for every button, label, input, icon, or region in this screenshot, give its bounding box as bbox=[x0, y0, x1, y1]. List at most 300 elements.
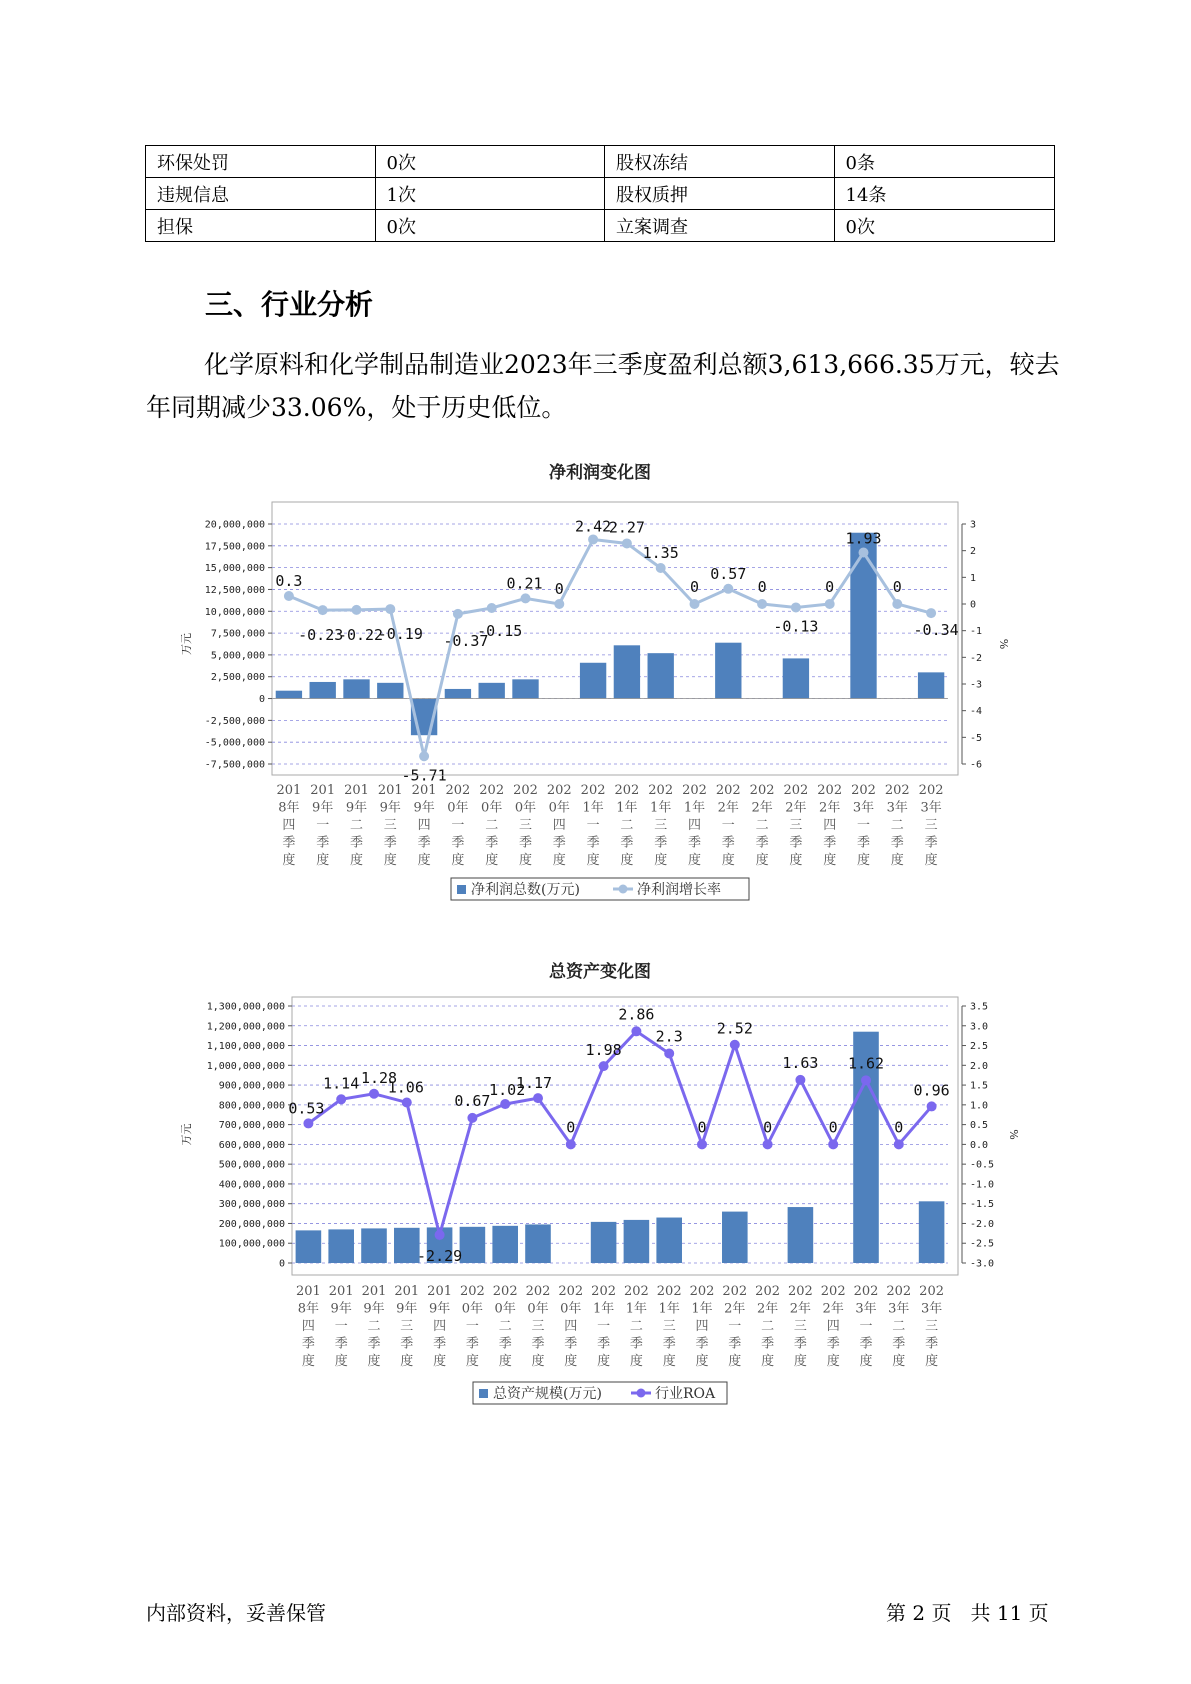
y2-tick-label: 3 bbox=[970, 519, 977, 531]
data-label: 0 bbox=[757, 578, 767, 596]
y2-tick-label: -6 bbox=[970, 759, 983, 771]
x-tick-label: 度 bbox=[662, 1354, 676, 1369]
data-label: 0 bbox=[697, 1118, 707, 1137]
x-tick-label: 三 bbox=[654, 818, 668, 833]
x-tick-label: 季 bbox=[282, 835, 296, 851]
legend-swatch-point bbox=[637, 1389, 646, 1398]
data-label: 1.62 bbox=[847, 1054, 885, 1073]
x-tick-label: 二 bbox=[629, 1319, 643, 1334]
x-tick-label: 季 bbox=[662, 1336, 676, 1352]
x-tick-label: 季 bbox=[823, 835, 837, 851]
y2-tick-label: 0.0 bbox=[970, 1139, 989, 1151]
x-tick-label: 度 bbox=[586, 853, 600, 868]
data-label: -0.34 bbox=[913, 621, 959, 640]
x-tick-label: 度 bbox=[890, 853, 904, 868]
y2-tick-label: 2.5 bbox=[970, 1041, 989, 1053]
bar bbox=[918, 672, 944, 698]
y2-tick-label: 1 bbox=[970, 572, 977, 584]
x-tick-label: 四 bbox=[433, 1319, 447, 1334]
data-label: 0.53 bbox=[288, 1099, 325, 1118]
line-point bbox=[352, 605, 362, 615]
x-tick-label: 度 bbox=[789, 853, 803, 868]
y-tick-label: 900,000,000 bbox=[218, 1080, 285, 1092]
x-tick-label: 201 bbox=[344, 783, 369, 798]
x-tick-label: 季 bbox=[564, 1336, 578, 1352]
y-tick-label: 200,000,000 bbox=[218, 1218, 285, 1230]
x-tick-label: 季 bbox=[316, 835, 330, 851]
y2-tick-label: -3 bbox=[970, 679, 983, 691]
x-tick-label: 201 bbox=[377, 783, 403, 798]
y-tick-label: -2,500,000 bbox=[204, 715, 265, 727]
x-tick-label: 202 bbox=[623, 1284, 649, 1299]
y-tick-label: -7,500,000 bbox=[204, 759, 265, 771]
data-label: 1.17 bbox=[515, 1074, 553, 1093]
data-label: 2.52 bbox=[716, 1019, 753, 1038]
x-tick-label: 202 bbox=[648, 783, 674, 798]
table-cell: 1次 bbox=[375, 178, 605, 210]
data-label: -2.29 bbox=[417, 1246, 463, 1265]
x-tick-label: 0年 bbox=[494, 1301, 516, 1317]
x-tick-label: 季 bbox=[451, 835, 465, 851]
bar bbox=[394, 1228, 420, 1263]
x-tick-label: 季 bbox=[400, 1336, 414, 1352]
line-point bbox=[723, 584, 733, 594]
series-line bbox=[289, 539, 931, 756]
x-tick-label: 季 bbox=[892, 1336, 906, 1352]
x-tick-label: 季 bbox=[826, 1336, 840, 1352]
line-point bbox=[533, 1093, 543, 1103]
y-tick-label: -5,000,000 bbox=[204, 737, 265, 749]
x-tick-label: 度 bbox=[755, 853, 769, 868]
x-tick-label: 季 bbox=[498, 1336, 512, 1352]
y2-tick-label: -0.5 bbox=[970, 1159, 995, 1171]
y-axis-label: 万元 bbox=[180, 1123, 193, 1146]
bar bbox=[296, 1230, 322, 1263]
data-label: 0 bbox=[566, 1118, 576, 1137]
y2-tick-label: 1.0 bbox=[970, 1100, 989, 1112]
x-tick-label: 201 bbox=[310, 783, 336, 798]
line-point bbox=[554, 599, 564, 609]
x-tick-label: 四 bbox=[301, 1319, 315, 1334]
x-tick-label: 3年 bbox=[852, 800, 875, 816]
line-point bbox=[303, 1118, 313, 1128]
x-tick-label: 季 bbox=[349, 835, 364, 851]
legend bbox=[451, 878, 749, 900]
x-tick-label: 度 bbox=[282, 853, 296, 868]
table-row bbox=[146, 146, 1055, 178]
x-tick-label: 3年 bbox=[888, 1301, 910, 1317]
y-tick-label: 700,000,000 bbox=[218, 1120, 285, 1132]
x-tick-label: 度 bbox=[433, 1354, 447, 1369]
data-label: -0.23 bbox=[298, 626, 344, 645]
data-label: -5.71 bbox=[401, 766, 447, 785]
x-tick-label: 202 bbox=[820, 1284, 846, 1299]
x-tick-label: 202 bbox=[886, 1284, 912, 1299]
line-point bbox=[828, 1139, 838, 1149]
x-tick-label: 9年 bbox=[396, 1301, 418, 1317]
x-tick-label: 三 bbox=[400, 1319, 414, 1334]
x-tick-label: 202 bbox=[851, 783, 876, 798]
x-tick-label: 季 bbox=[728, 1336, 742, 1352]
x-tick-label: 202 bbox=[787, 1284, 813, 1299]
x-tick-label: 202 bbox=[614, 783, 640, 798]
legend-label: 净利润增长率 bbox=[637, 882, 721, 898]
x-tick-label: 度 bbox=[826, 1354, 840, 1369]
x-tick-label: 1年 bbox=[691, 1301, 713, 1317]
y-tick-label: 17,500,000 bbox=[204, 541, 265, 553]
x-tick-label: 度 bbox=[485, 853, 499, 868]
data-label: 2.27 bbox=[608, 518, 645, 537]
data-label: -0.13 bbox=[773, 617, 819, 636]
line-point bbox=[825, 599, 835, 609]
legend-swatch-bar bbox=[457, 885, 466, 894]
x-tick-label: 1年 bbox=[650, 800, 672, 816]
y-tick-label: 2,500,000 bbox=[210, 672, 265, 684]
x-tick-label: 一 bbox=[728, 1319, 742, 1334]
x-tick-label: 度 bbox=[654, 853, 668, 868]
data-label: 0 bbox=[825, 578, 835, 596]
bar bbox=[656, 1218, 682, 1263]
y2-tick-label: -3.0 bbox=[970, 1258, 995, 1270]
x-tick-label: 度 bbox=[552, 853, 566, 868]
x-tick-label: 季 bbox=[531, 1336, 545, 1352]
x-tick-label: 二 bbox=[485, 818, 499, 833]
line-point bbox=[861, 1075, 871, 1085]
table-cell: 股权冻结 bbox=[605, 146, 835, 178]
bar bbox=[850, 533, 876, 699]
series-line bbox=[308, 1031, 931, 1235]
x-tick-label: 度 bbox=[349, 853, 364, 868]
y-tick-label: 20,000,000 bbox=[204, 519, 265, 531]
data-label: 1.35 bbox=[642, 544, 679, 562]
line-point bbox=[588, 534, 598, 544]
data-label: 2.3 bbox=[655, 1027, 683, 1046]
line-point bbox=[467, 1113, 477, 1123]
footer-note: 内部资料，妥善保管 bbox=[146, 1601, 326, 1625]
x-tick-label: 三 bbox=[383, 818, 397, 833]
y2-tick-label: 2.0 bbox=[970, 1060, 989, 1072]
x-tick-label: 1年 bbox=[616, 800, 638, 816]
x-tick-label: 0年 bbox=[560, 1301, 582, 1317]
x-tick-label: 季 bbox=[789, 835, 803, 851]
x-tick-label: 季 bbox=[485, 835, 499, 851]
line-point bbox=[926, 608, 936, 618]
x-tick-label: 202 bbox=[715, 783, 741, 798]
x-tick-label: 202 bbox=[479, 783, 505, 798]
x-tick-label: 201 bbox=[427, 1284, 453, 1299]
x-tick-label: 8年 bbox=[297, 1301, 320, 1317]
x-tick-label: 3年 bbox=[886, 800, 908, 816]
table-row bbox=[146, 178, 1055, 210]
y-tick-label: 12,500,000 bbox=[204, 584, 265, 596]
x-tick-label: 季 bbox=[761, 1336, 775, 1352]
x-tick-label: 度 bbox=[892, 1354, 906, 1369]
x-tick-label: 3年 bbox=[855, 1301, 877, 1317]
x-tick-label: 季 bbox=[552, 835, 566, 851]
y2-tick-label: 3.5 bbox=[970, 1001, 989, 1013]
bar bbox=[310, 682, 336, 699]
line-point bbox=[487, 603, 497, 613]
bar bbox=[722, 1212, 748, 1263]
y2-tick-label: -1.5 bbox=[970, 1199, 995, 1211]
x-tick-label: 度 bbox=[924, 853, 938, 868]
x-tick-label: 202 bbox=[783, 783, 809, 798]
x-tick-label: 一 bbox=[597, 1319, 611, 1334]
x-tick-label: 季 bbox=[620, 835, 634, 851]
x-tick-label: 202 bbox=[656, 1284, 682, 1299]
x-tick-label: 9年 bbox=[413, 800, 435, 816]
x-tick-label: 一 bbox=[586, 818, 600, 833]
line-point bbox=[435, 1230, 445, 1240]
x-tick-label: 2年 bbox=[819, 800, 841, 816]
y2-tick-label: 2 bbox=[970, 546, 977, 558]
line-point bbox=[791, 602, 801, 612]
legend-swatch-bar bbox=[479, 1389, 488, 1398]
y2-tick-label: -5 bbox=[970, 732, 983, 744]
x-tick-label: 二 bbox=[755, 818, 769, 833]
x-tick-label: 度 bbox=[316, 853, 330, 868]
x-tick-label: 202 bbox=[513, 783, 538, 798]
line-point bbox=[453, 609, 463, 619]
x-tick-label: 9年 bbox=[363, 1301, 385, 1317]
x-tick-label: 202 bbox=[492, 1284, 518, 1299]
y-tick-label: 600,000,000 bbox=[218, 1139, 285, 1151]
data-label: 1.98 bbox=[585, 1041, 622, 1060]
line-point bbox=[795, 1075, 805, 1085]
x-axis bbox=[292, 1275, 958, 1276]
bar bbox=[788, 1207, 814, 1263]
x-tick-label: 季 bbox=[433, 1336, 447, 1352]
line-point bbox=[369, 1089, 379, 1099]
data-label: -0.15 bbox=[477, 622, 523, 640]
y-tick-label: 15,000,000 bbox=[204, 563, 265, 575]
y-tick-label: 1,100,000,000 bbox=[206, 1041, 285, 1053]
bar bbox=[591, 1222, 617, 1263]
data-label: 1.28 bbox=[360, 1068, 398, 1087]
x-tick-label: 季 bbox=[925, 1336, 939, 1352]
x-tick-label: 季 bbox=[654, 835, 668, 851]
total-assets-chart-svg bbox=[0, 955, 1191, 1415]
table-cell: 环保处罚 bbox=[146, 146, 376, 178]
x-tick-label: 度 bbox=[620, 853, 634, 868]
x-tick-label: 一 bbox=[334, 1319, 348, 1334]
x-tick-label: 二 bbox=[620, 818, 634, 833]
x-tick-label: 9年 bbox=[428, 1301, 451, 1317]
x-tick-label: 2年 bbox=[785, 800, 807, 816]
x-tick-label: 二 bbox=[892, 1319, 906, 1334]
data-label: 0 bbox=[892, 578, 902, 596]
x-tick-label: 季 bbox=[695, 1336, 709, 1352]
x-tick-label: 202 bbox=[817, 783, 843, 798]
data-label: 0 bbox=[763, 1118, 773, 1137]
line-point bbox=[318, 605, 328, 615]
x-tick-label: 度 bbox=[465, 1354, 479, 1369]
y2-tick-label: -4 bbox=[970, 706, 983, 718]
x-tick-label: 度 bbox=[417, 853, 431, 868]
x-tick-label: 度 bbox=[629, 1354, 643, 1369]
bar bbox=[377, 683, 403, 699]
line-point bbox=[697, 1139, 707, 1149]
bar bbox=[715, 643, 741, 699]
page-number: 第 2 页 共 11 页 bbox=[886, 1601, 1049, 1625]
x-tick-label: 三 bbox=[662, 1319, 676, 1334]
legend bbox=[473, 1382, 727, 1404]
bar bbox=[479, 683, 505, 699]
bar bbox=[624, 1220, 650, 1263]
y2-tick-label: 0.5 bbox=[970, 1120, 989, 1132]
table-cell: 14条 bbox=[834, 178, 1054, 210]
table-cell: 0次 bbox=[375, 146, 605, 178]
line-point bbox=[859, 548, 869, 558]
x-tick-label: 202 bbox=[558, 1284, 584, 1299]
y2-axis-label: % bbox=[1007, 1129, 1020, 1140]
x-tick-label: 季 bbox=[629, 1336, 643, 1352]
x-tick-label: 201 bbox=[328, 1284, 354, 1299]
y-tick-label: 1,000,000,000 bbox=[206, 1060, 285, 1072]
x-tick-label: 9年 bbox=[379, 800, 401, 816]
y-tick-label: 400,000,000 bbox=[218, 1179, 285, 1191]
x-tick-label: 202 bbox=[689, 1284, 715, 1299]
x-tick-label: 度 bbox=[687, 853, 702, 868]
x-tick-label: 一 bbox=[465, 1319, 479, 1334]
x-tick-label: 一 bbox=[856, 818, 871, 833]
x-tick-label: 2年 bbox=[822, 1301, 844, 1317]
x-tick-label: 201 bbox=[295, 1284, 321, 1299]
bar bbox=[343, 679, 369, 698]
x-tick-label: 二 bbox=[498, 1319, 512, 1334]
x-tick-label: 1年 bbox=[582, 800, 604, 816]
data-label: 0 bbox=[894, 1118, 904, 1137]
y2-tick-label: -1 bbox=[970, 626, 983, 638]
x-tick-label: 度 bbox=[793, 1354, 807, 1369]
line-point bbox=[631, 1026, 641, 1036]
line-point bbox=[599, 1061, 609, 1071]
x-tick-label: 1年 bbox=[658, 1301, 680, 1317]
y-tick-label: 0 bbox=[258, 694, 265, 706]
x-tick-label: 度 bbox=[383, 853, 397, 868]
data-label: 0.67 bbox=[454, 1091, 491, 1110]
x-tick-label: 四 bbox=[826, 1319, 840, 1334]
table-cell: 违规信息 bbox=[146, 178, 376, 210]
line-point bbox=[566, 1139, 576, 1149]
data-label: 0.57 bbox=[710, 564, 747, 583]
x-tick-label: 度 bbox=[597, 1354, 611, 1369]
y-tick-label: 0 bbox=[278, 1258, 285, 1270]
data-label: 0 bbox=[828, 1118, 838, 1137]
data-label: 2.42 bbox=[575, 517, 612, 536]
x-tick-label: 一 bbox=[859, 1319, 873, 1334]
y2-tick-label: -1.0 bbox=[970, 1179, 995, 1191]
x-tick-label: 0年 bbox=[447, 800, 469, 816]
table-cell: 立案调查 bbox=[605, 210, 835, 242]
industry-paragraph: 化学原料和化学制品制造业2023年三季度盈利总额3,613,666.35万元，较去年同期减少33.06%，处于历史低位。 bbox=[146, 350, 1060, 422]
line-point bbox=[763, 1139, 773, 1149]
x-tick-label: 度 bbox=[823, 853, 837, 868]
y2-tick-label: 3.0 bbox=[970, 1021, 989, 1033]
bar bbox=[276, 691, 302, 699]
table-cell: 0条 bbox=[834, 146, 1054, 178]
x-tick-label: 度 bbox=[859, 1354, 873, 1369]
x-tick-label: 度 bbox=[334, 1354, 348, 1369]
x-tick-label: 201 bbox=[361, 1284, 387, 1299]
x-tick-label: 四 bbox=[687, 818, 702, 833]
x-tick-label: 季 bbox=[334, 1336, 348, 1352]
x-tick-label: 202 bbox=[580, 783, 606, 798]
x-tick-label: 202 bbox=[591, 1284, 617, 1299]
line-point bbox=[927, 1101, 937, 1111]
line-point bbox=[622, 538, 632, 548]
x-tick-label: 二 bbox=[367, 1319, 381, 1334]
x-tick-label: 0年 bbox=[514, 800, 537, 816]
line-point bbox=[656, 563, 666, 573]
x-tick-label: 度 bbox=[728, 1354, 742, 1369]
line-point bbox=[500, 1099, 510, 1109]
legend-label: 总资产规模(万元) bbox=[493, 1386, 602, 1402]
line-point bbox=[521, 593, 531, 603]
x-tick-label: 2年 bbox=[756, 1301, 779, 1317]
y-tick-label: 500,000,000 bbox=[218, 1159, 285, 1171]
chart-title: 净利润变化图 bbox=[549, 463, 651, 483]
x-tick-label: 度 bbox=[695, 1354, 709, 1369]
x-tick-label: 三 bbox=[518, 818, 533, 833]
y-tick-label: 7,500,000 bbox=[210, 628, 265, 640]
data-label: 1.14 bbox=[323, 1074, 360, 1093]
line-point bbox=[284, 591, 294, 601]
y-tick-label: 1,300,000,000 bbox=[206, 1001, 285, 1013]
table-cell: 0次 bbox=[834, 210, 1054, 242]
x-tick-label: 201 bbox=[411, 783, 437, 798]
bar bbox=[614, 645, 640, 698]
data-label: -0.37 bbox=[443, 631, 489, 650]
x-tick-label: 四 bbox=[417, 818, 431, 833]
x-tick-label: 季 bbox=[367, 1336, 381, 1352]
x-tick-label: 度 bbox=[925, 1354, 939, 1369]
x-tick-label: 四 bbox=[823, 818, 837, 833]
bar bbox=[328, 1229, 354, 1263]
x-tick-label: 2年 bbox=[789, 1301, 812, 1317]
data-label: 0.21 bbox=[506, 574, 543, 593]
x-tick-label: 2年 bbox=[751, 800, 773, 816]
bar bbox=[525, 1224, 551, 1263]
x-tick-label: 度 bbox=[856, 853, 871, 868]
x-tick-label: 一 bbox=[316, 818, 330, 833]
x-tick-label: 202 bbox=[918, 783, 944, 798]
x-tick-label: 度 bbox=[367, 1354, 381, 1369]
line-point bbox=[664, 1048, 674, 1058]
y2-axis-label: % bbox=[997, 638, 1010, 650]
legend-label: 行业ROA bbox=[655, 1386, 716, 1402]
x-tick-label: 四 bbox=[552, 818, 566, 833]
x-tick-label: 季 bbox=[586, 835, 600, 851]
data-label: -0.19 bbox=[377, 625, 423, 644]
x-tick-label: 3年 bbox=[920, 800, 942, 816]
x-tick-label: 202 bbox=[459, 1284, 485, 1299]
y-tick-label: 100,000,000 bbox=[218, 1238, 285, 1250]
y2-tick-label: -2.5 bbox=[970, 1238, 995, 1250]
table-cell: 担保 bbox=[146, 210, 376, 242]
x-tick-label: 季 bbox=[301, 1336, 315, 1352]
line-point bbox=[690, 599, 700, 609]
chart-title: 总资产变化图 bbox=[549, 962, 651, 982]
x-tick-label: 度 bbox=[498, 1354, 512, 1369]
x-tick-label: 201 bbox=[276, 783, 302, 798]
x-tick-label: 202 bbox=[853, 1284, 879, 1299]
section-heading: 三、行业分析 bbox=[205, 288, 374, 321]
bar bbox=[919, 1201, 945, 1263]
x-tick-label: 0年 bbox=[481, 800, 503, 816]
bar bbox=[512, 679, 538, 698]
bar bbox=[580, 663, 606, 699]
